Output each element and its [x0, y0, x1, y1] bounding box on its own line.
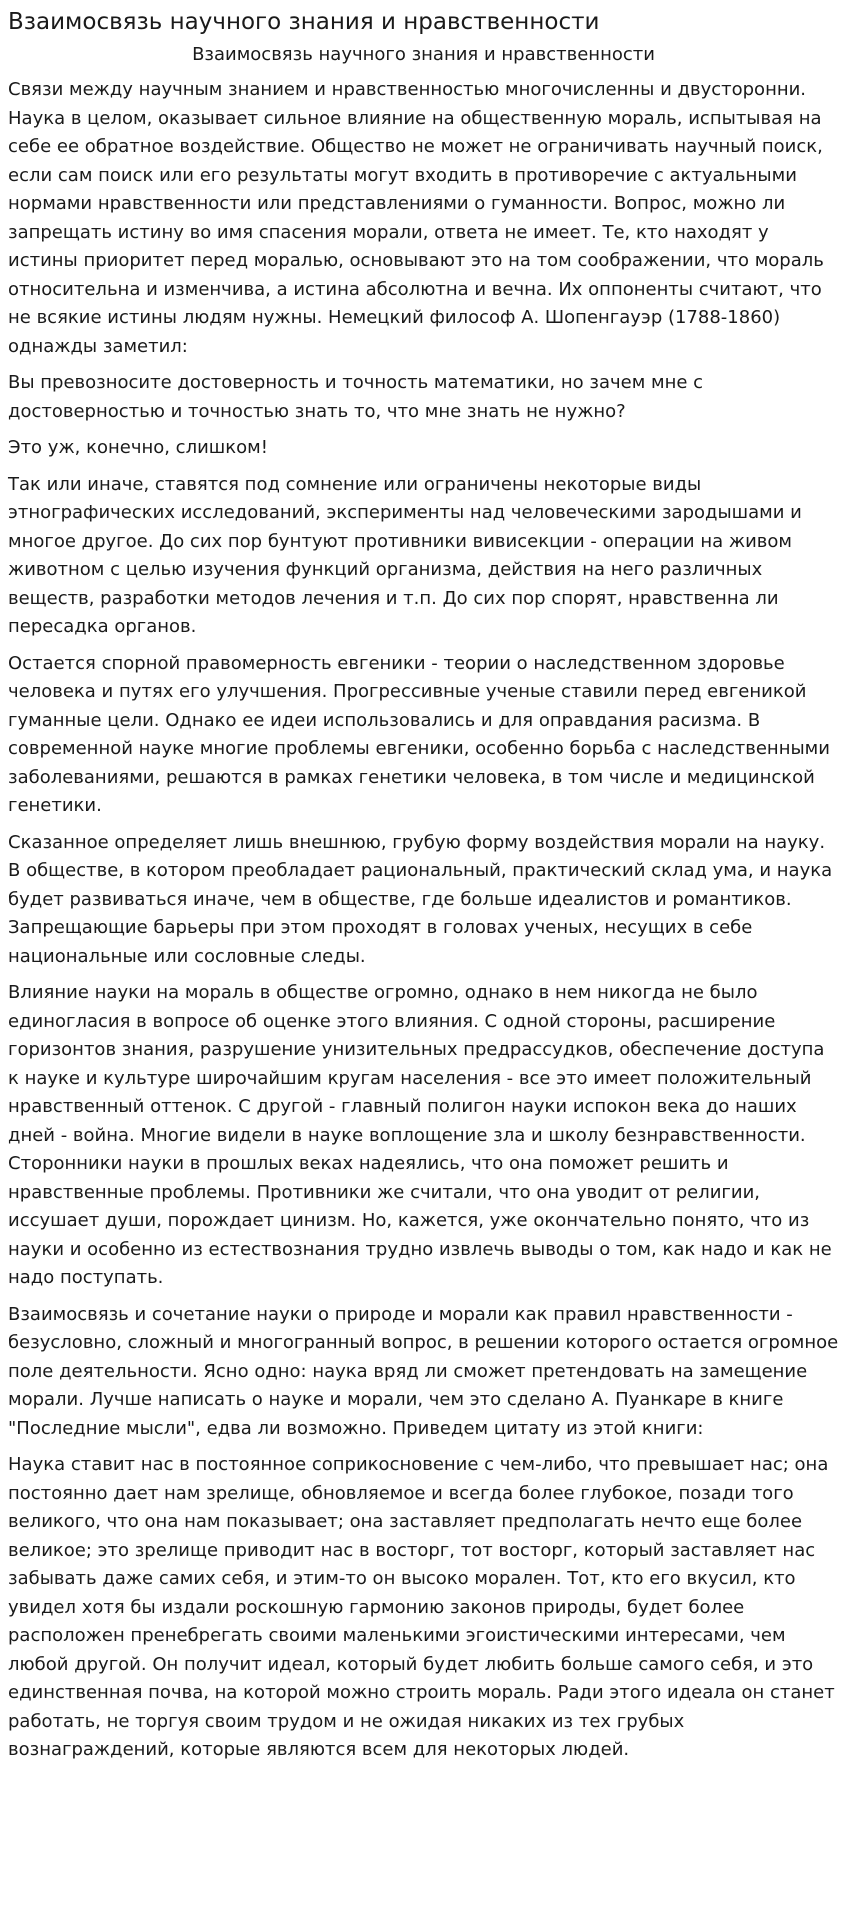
paragraph-eugenics: Остается спорной правомерность евгеники - теории о наследственном здоровье человека и путях его улучшения. Прогрессивные ученые ставили перед евгеникой гуманные цели. Однако ее идеи использовались и для оправдания расизма. В современной науке многие проблемы евгеники, особенно борьба с наследственными заболеваниями, решаются в рамках генетики человека, в том числе и медицинской генетики. — [8, 652, 830, 816]
paragraph-relationship: Взаимосвязь и сочетание науки о природе и морали как правил нравственности - безусловно, сложный и многогранный вопрос, в решении которого остается огромное поле деятельности. Ясно одно: наука вряд ли сможет претендовать на замещение морали. Лучше написать о науке и морали, чем это сделано А. Пуанкаре в книге "Последние мысли", едва ли возможно. Приведем цитату из этой книги: — [8, 1303, 839, 1439]
paragraph-poincare-quote: Наука ставит нас в постоянное соприкосновение с чем-либо, что превышает нас; она постоянно дает нам зрелище, обновляемое и всегда более глубокое, позади того великого, что она нам показывает; она заставляет предполагать нечто еще более великое; это зрелище приводит нас в восторг, тот восторг, который заставляет нас забывать даже самих себя, и этим-то он высоко морален. Тот, кто его вкусил, кто увидел хотя бы издали роскошную гармонию законов природы, будет более расположен пренебрегать своими маленькими эгоистическими интересами, чем любой другой. Он получит идеал, который будет любить больше самого себя, и это единственная почва, на которой можно строить мораль. Ради этого идеала он станет работать, не торгуя своим трудом и не ожидая никаких из тех грубых вознаграждений, которые являются всем для некоторых людей. — [8, 1454, 835, 1760]
paragraph-science-influence: Влияние науки на мораль в обществе огромно, однако в нем никогда не было единогласия в вопросе об оценке этого влияния. С одной стороны, расширение горизонтов знания, разрушение унизительных предрассудков, обеспечение доступа к науке и культуре широчайшим кругам населения - все это имеет положительный нравственный оттенок. С другой - главный полигон науки испокон века до наших дней - война. Многие видели в науке воплощение зла и школу безнравственности. Сторонники науки в прошлых веках надеялись, что она поможет решить и нравственные проблемы. Противники же считали, что она уводит от религии, иссушает души, порождает цинизм. Но, кажется, уже окончательно понято, что из науки и особенно из естествознания трудно извлечь выводы о том, как надо и как не надо поступать. — [8, 982, 832, 1288]
paragraph-remark: Это уж, конечно, слишком! — [8, 437, 268, 458]
paragraph-intro: Связи между научным знанием и нравственностью многочисленны и двусторонни. Наука в целом, оказывает сильное влияние на общественную мораль, испытывая на себе ее обратное воздействие. Общество не может не ограничивать научный поиск, если сам поиск или его результаты могут входить в противоречие с актуальными нормами нравственности или представлениями о гуманности. Вопрос, можно ли запрещать истину во имя спасения морали, ответа не имеет. Те, кто находят у истины приоритет перед моралью, основывают это на том соображении, что мораль относительна и изменчива, а истина абсолютна и вечна. Их оппоненты считают, что не всякие истины людям нужны. Немецкий философ А. Шопенгауэр (1788-1860) однажды заметил: — [8, 79, 824, 357]
document-subtitle: Взаимосвязь научного знания и нравственности — [192, 44, 655, 65]
paragraph-morality-influence: Сказанное определяет лишь внешнюю, грубую форму воздействия морали на науку. В обществе, в котором преобладает рациональный, практический склад ума, и наука будет развиваться иначе, чем в обществе, где больше идеалистов и романтиков. Запрещающие барьеры при этом проходят в головах ученых, несущих в себе национальные или сословные следы. — [8, 831, 833, 967]
paragraph-schopenhauer-quote: Вы превозносите достоверность и точность математики, но зачем мне с достоверностью и точностью знать то, что мне знать не нужно? — [8, 372, 704, 422]
page-title: Взаимосвязь научного знания и нравственности — [8, 9, 600, 35]
paragraph-restrictions: Так или иначе, ставятся под сомнение или ограничены некоторые виды этнографических исследований, эксперименты над человеческими зародышами и многое другое. До сих пор бунтуют противники вивисекции - операции на живом животном с целью изучения функций организма, действия на него различных веществ, разработки методов лечения и т.п. До сих пор спорят, нравственна ли пересадка органов. — [8, 473, 802, 637]
